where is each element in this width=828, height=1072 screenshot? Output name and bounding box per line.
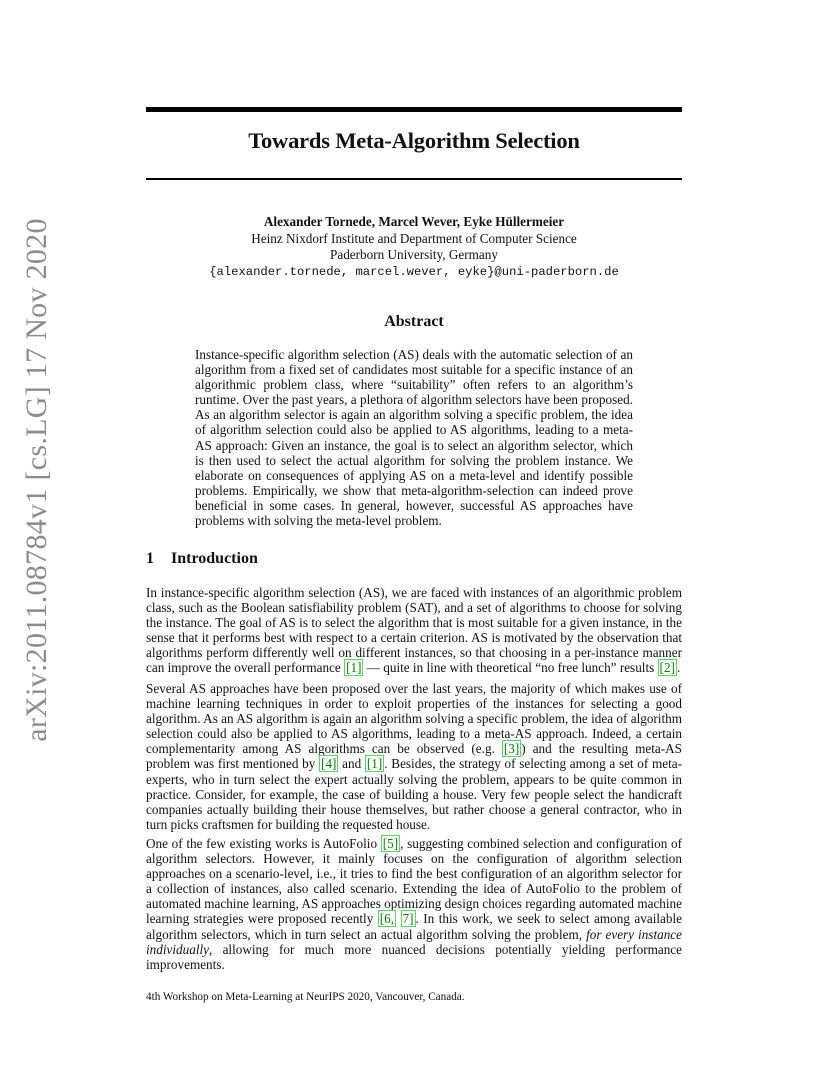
paragraph-text: In instance-specific algorithm selection (AS), we are faced with instances of an algorithmic problem class, such as the Boolean satisfiability problem (SAT), and a set of algorithms to choose for solving the instance. The goal of AS is to select the algorithm that is most suitable for a given instance, in the sense that it performs best with respect to a certain criterion. AS is motivated by the observation that algorithms perform differently well on different instances, so that choosing in a per-instance manner can improve the overall performance xyxy=(146,585,682,676)
paragraph-text: . In this work, we seek to select among available algorithm selectors, which in turn select an actual algorithm solving the problem, xyxy=(146,911,682,942)
emphasized-text: for every instance individually xyxy=(146,926,682,957)
title-top-rule xyxy=(146,107,682,112)
citation-link[interactable]: [5] xyxy=(382,836,399,851)
paragraph-text: ) and the resulting meta-AS problem was first mentioned by xyxy=(146,741,682,772)
abstract-text: Instance-specific algorithm selection (AS) deals with the automatic selection of an algorithm from a fixed set of candidates most suitable for a specific instance of an algorithmic problem class, where “suitability” often refers to an algorithm’s runtime. Over the past years, a plethora of algorithm selectors have been proposed. As an algorithm selector is again an algorithm solving a specific problem, the idea of algorithm selection could also be applied to AS algorithms, leading to a meta-AS approach: Given an instance, the goal is to select an algorithm selector, which is then used to select the actual algorithm for solving the problem instance. We elaborate on consequences of applying AS on a meta-level and identify possible problems. Empirically, we show that meta-algorithm-selection can indeed prove beneficial in some cases. In general, however, successful AS approaches have problems with solving the meta-level problem. xyxy=(195,347,633,529)
citation-link[interactable]: [4] xyxy=(321,756,337,772)
citation-link[interactable]: [1] xyxy=(366,756,383,772)
paragraph-text: One of the few existing works is AutoFolio xyxy=(146,836,381,851)
university: Paderborn University, Germany xyxy=(330,247,498,262)
paragraph-text: Several AS approaches have been proposed over the last years, the majority of which makes use of machine learning techniques in order to exploit properties of the instances for selecting a good algorithm. As an AS algorithm is again an algorithm solving a specific problem, the idea of algorithm selection could also be applied to AS algorithms, leading to a meta-AS approach. Indeed, a certain complementarity among AS algorithms can be observed (e.g. xyxy=(146,681,682,757)
paper-title: Towards Meta-Algorithm Selection xyxy=(248,128,580,153)
venue-footnote: 4th Workshop on Meta-Learning at NeurIPS 2020, Vancouver, Canada. xyxy=(146,991,465,1003)
paragraph-text: — quite in line with theoretical “no free lunch” results xyxy=(363,660,658,676)
abstract-heading: Abstract xyxy=(384,313,444,330)
citation-link[interactable]: [2] xyxy=(659,660,675,676)
intro-paragraph-2 xyxy=(146,681,682,832)
paragraph-text: and xyxy=(338,756,365,772)
paragraph-text: . Besides, the strategy of selecting among a set of meta-experts, who in turn select the expert actually solving the problem, appears to be quite common in practice. Consider, for example, the case of building a house. Very few people select the handicraft companies actually building their house themselves, but rather choose a general contractor, who in turn picks craftsmen for building the requested house. xyxy=(146,756,682,832)
section-heading xyxy=(146,550,258,568)
citation-link[interactable]: [1] xyxy=(346,660,362,676)
intro-paragraph-1 xyxy=(146,585,682,676)
citation-link[interactable]: 7] xyxy=(402,911,414,927)
affiliation: Heinz Nixdorf Institute and Department of Computer Science xyxy=(251,230,577,246)
author-emails: {alexander.tornede, marcel.wever, eyke}@uni-paderborn.de xyxy=(209,264,619,279)
title-bottom-rule xyxy=(146,178,682,180)
citation-link[interactable]: [6, xyxy=(379,911,395,927)
section-number: 1 xyxy=(146,550,154,567)
citation-link[interactable]: [3] xyxy=(503,741,520,757)
paragraph-text: . xyxy=(676,660,681,676)
section-title: Introduction xyxy=(171,550,258,567)
intro-paragraph-3 xyxy=(146,836,682,972)
paragraph-text: , suggesting combined selection and configuration of algorithm selectors. However, it mainly focuses on the configuration of algorithm selection approaches on a scenario-level, i.e., it tries to find the best configuration of an algorithm selector for a collection of instances, also called scenario. Extending the idea of AutoFolio to the problem of automated machine learning, AS approaches optimizing design choices regarding automated machine learning strategies were proposed recently xyxy=(146,836,683,927)
author-names: Alexander Tornede, Marcel Wever, Eyke Hüllermeier xyxy=(263,214,565,229)
paragraph-text: , allowing for much more nuanced decisions potentially yielding performance improvements. xyxy=(146,941,682,972)
arxiv-stamp-text: arXiv:2011.08784v1 [cs.LG] 17 Nov 2020 xyxy=(20,218,53,742)
author-block xyxy=(146,214,682,280)
